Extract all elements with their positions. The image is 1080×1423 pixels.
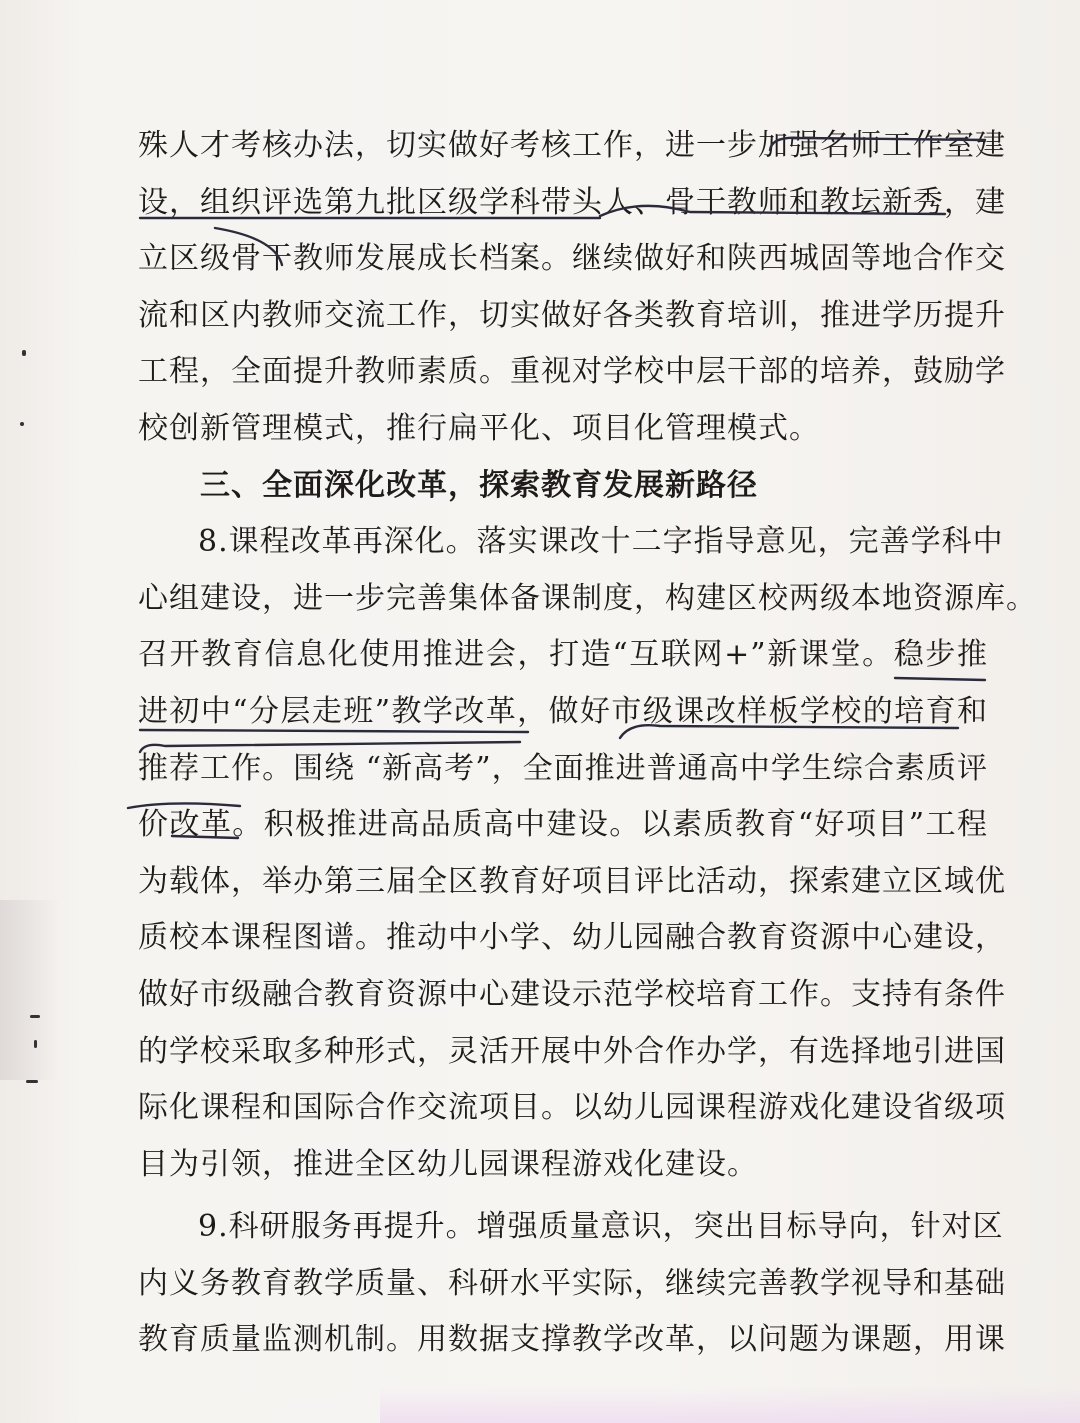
text-line: 内义务教育教学质量、科研水平实际，继续完善教学视导和基础 — [138, 1265, 1006, 1301]
text-line: 质校本课程图谱。推动中小学、幼儿园融合教育资源中心建设， — [138, 920, 1006, 956]
text-line: 做好市级融合教育资源中心建设示范学校培育工作。支持有条件 — [138, 976, 1006, 1012]
text-line: 的学校采取多种形式，灵活开展中外合作办学，有选择地引进国 — [138, 1033, 1006, 1069]
text-line: 设，组织评选第九批区级学科带头人、骨干教师和教坛新秀，建 — [138, 184, 1006, 220]
paragraph-start-line: 9.科研服务再提升。增强质量意识，突出目标导向，针对区 — [198, 1209, 1004, 1245]
text-line: 心组建设，进一步完善集体备课制度，构建区校两级本地资源库。 — [138, 580, 1037, 616]
text-line: 推荐工作。围绕 “新高考”，全面推进普通高中学生综合素质评 — [138, 750, 988, 786]
text-line: 际化课程和国际合作交流项目。以幼儿园课程游戏化建设省级项 — [138, 1090, 1006, 1126]
margin-dot — [22, 350, 26, 356]
text-line: 为载体，举办第三届全区教育好项目评比活动，探索建立区域优 — [138, 863, 1006, 899]
paragraph-start-line: 8.课程改革再深化。落实课改十二字指导意见，完善学科中 — [198, 524, 1004, 560]
page-edge-shadow — [0, 900, 60, 1080]
text-line: 殊人才考核办法，切实做好考核工作，进一步加强名师工作室建 — [138, 128, 1006, 163]
text-line: 教育质量监测机制。用数据支撑教学改革，以问题为课题，用课 — [138, 1322, 1006, 1358]
section-heading: 三、全面深化改革，探索教育发展新路径 — [200, 467, 758, 503]
text-line: 工程，全面提升教师素质。重视对学校中层干部的培养，鼓励学 — [138, 354, 1006, 390]
margin-dash — [26, 1080, 38, 1083]
text-line: 目为引领，推进全区幼儿园课程游戏化建设。 — [138, 1146, 758, 1182]
text-line: 进初中“分层走班”教学改革，做好市级课改样板学校的培育和 — [138, 693, 988, 729]
document-body — [138, 118, 1037, 1369]
text-line: 价改革。积极推进高品质高中建设。以素质教育“好项目”工程 — [138, 807, 988, 843]
text-line: 流和区内教师交流工作，切实做好各类教育培训，推进学历提升 — [138, 297, 1006, 333]
margin-dot — [20, 422, 24, 426]
text-line: 召开教育信息化使用推进会，打造“互联网+”新课堂。稳步推 — [138, 637, 988, 673]
margin-dash — [30, 1015, 40, 1018]
bottom-light-glare — [380, 1385, 1080, 1423]
text-line: 立区级骨干教师发展成长档案。继续做好和陕西城固等地合作交 — [138, 241, 1006, 277]
margin-dash — [34, 1040, 37, 1048]
text-line: 校创新管理模式，推行扁平化、项目化管理模式。 — [138, 410, 820, 446]
